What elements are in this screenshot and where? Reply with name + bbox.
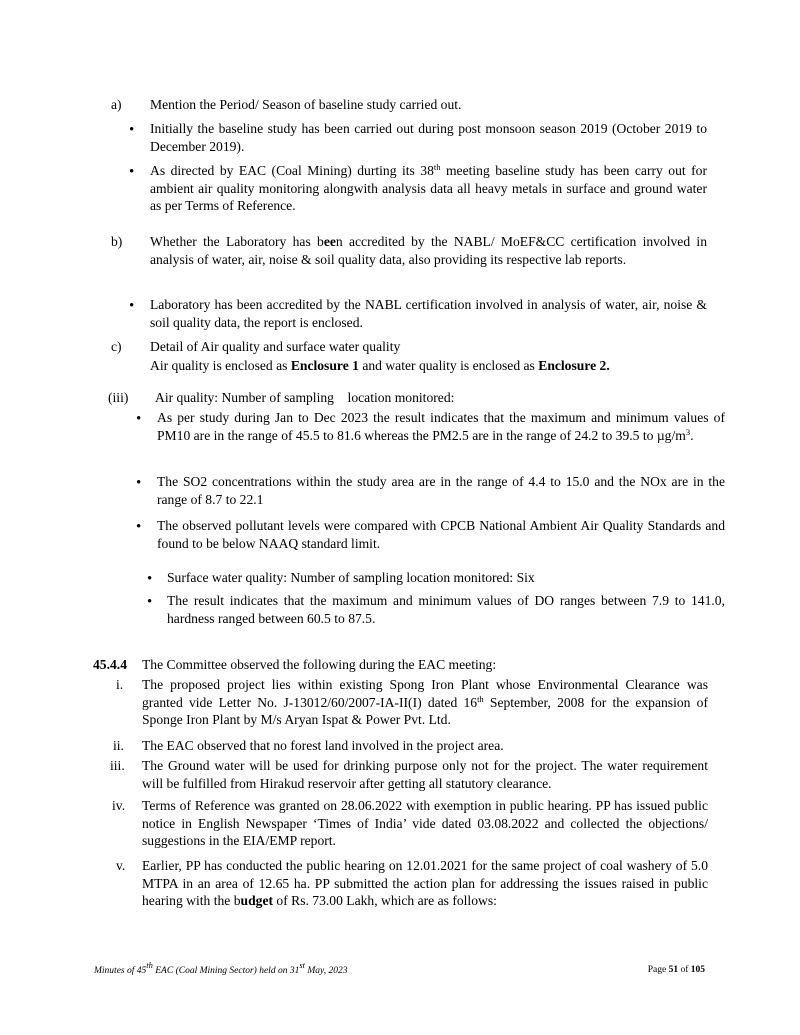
surface-water-result: The result indicates that the maximum and minimum values of DO ranges between 7.9 to 141.0, hardness ranged between 60.5 to 87.5. <box>167 593 725 626</box>
item-i-text-post: September, 2008 for the expansion of Sponge Iron Plant by M/s Aryan Ispat & Power Pvt. Ltd. <box>142 694 708 727</box>
section-b-label: b) <box>111 234 123 249</box>
bullet-icon <box>129 164 134 181</box>
footer-mid: EAC (Coal Mining Sector) held on 31 <box>152 966 300 976</box>
page-total: 105 <box>690 965 705 975</box>
section-a-bullet-2 <box>150 162 707 215</box>
section-b-text-bold: ee <box>323 234 336 249</box>
section-heading: The Committee observed the following during the EAC meeting: <box>142 657 497 672</box>
item-iv-text: Terms of Reference was granted on 28.06.2022 with exemption in public hearing. PP has issued public notice in English Newspaper ‘Times of India’ vide dated 03.08.2022 and collected the objections/ suggestions in the EIA/EMP report. <box>142 798 708 848</box>
section-c-label: c) <box>111 339 122 354</box>
item-iii-text: The Ground water will be used for drinking purpose only not for the project. The water requirement will be fulfilled from Hirakud reservoir after getting all statutory clearance. <box>142 758 708 791</box>
item-v-text-bold: udget <box>240 893 274 908</box>
enclosure-2: Enclosure 2. <box>538 358 610 373</box>
section-c-line-2-mid: and water quality is enclosed as <box>358 358 539 373</box>
surface-water-text: Surface water quality: Number of sampling location monitored: Six <box>167 570 535 585</box>
section-iii-bullet-3: The observed pollutant levels were compared with CPCB National Ambient Air Quality Standards and found to be below NAAQ standard limit. <box>157 518 725 551</box>
item-i-label: i. <box>116 677 124 692</box>
footer-pre: Minutes of 45 <box>94 966 147 976</box>
bullet-icon <box>136 519 141 536</box>
item-v-text <box>142 857 708 910</box>
footer-post: May, 2023 <box>305 966 348 976</box>
section-iii-bullet-1-pre: As per study during Jan to Dec 2023 the result indicates that the maximum and minimum values of PM10 are in the range of 45.5 to 81.6 whereas the PM2.5 are in the range of 24.2 to 39.5 to µg/m <box>157 410 725 443</box>
section-a-text: Mention the Period/ Season of baseline study carried out. <box>150 97 462 112</box>
section-b-text-pre: Whether the Laboratory has b <box>150 234 324 249</box>
section-iii-bullet-1-sup: 3 <box>685 426 691 437</box>
page-current: 51 <box>668 965 679 975</box>
section-iii-bullet-1 <box>157 409 725 444</box>
page-mid: of <box>678 965 691 975</box>
section-a-bullet-2-sup: th <box>433 162 441 172</box>
bullet-icon <box>136 411 141 428</box>
bullet-icon <box>129 122 134 139</box>
bullet-icon <box>147 571 152 588</box>
section-a-label: a) <box>111 97 122 112</box>
section-b-text-post: n accredited by the NABL/ MoEF&CC certification involved in analysis of water, air, noise & soil quality data, also providing its respective lab reports. <box>150 234 707 267</box>
page-number <box>648 965 705 975</box>
item-v-label: v. <box>116 858 126 873</box>
section-iii-label: (iii) <box>108 390 129 405</box>
section-b-text <box>150 233 707 268</box>
item-v-text-pre: Earlier, PP has conducted the public hearing on 12.01.2021 for the same project of coal washery of 5.0 MTPA in an area of 12.65 ha. PP submitted the action plan for addressing the issues raised in public hearing with the b <box>142 858 708 908</box>
section-iii-bullet-2: The SO2 concentrations within the study area are in the range of 4.4 to 15.0 and the NOx are in the range of 8.7 to 22.1 <box>157 474 725 507</box>
section-a-bullet-2-pre: As directed by EAC (Coal Mining) durting its 38 <box>150 163 434 178</box>
section-c-line-2-pre: Air quality is enclosed as <box>150 358 291 373</box>
section-iii-bullet-1-post: . <box>690 427 694 443</box>
bullet-icon <box>136 475 141 492</box>
footer-sup-2: st <box>299 960 305 970</box>
section-iii-text: Air quality: Number of sampling location monitored: <box>155 390 455 405</box>
item-ii-label: ii. <box>113 738 124 753</box>
section-number: 45.4.4 <box>93 657 127 672</box>
page-footer <box>94 960 348 976</box>
section-a-bullet-2-post: meeting baseline study has been carry out for ambient air quality monitoring alongwith analysis data all heavy metals in surface and ground water as per Terms of Reference. <box>150 163 707 213</box>
item-iv-label: iv. <box>112 798 126 813</box>
page-pre: Page <box>647 965 669 975</box>
section-c-text: Detail of Air quality and surface water quality <box>150 339 401 354</box>
item-i-text <box>142 676 708 729</box>
section-a-bullet-1: Initially the baseline study has been carried out during post monsoon season 2019 (October 2019 to December 2019). <box>150 121 707 154</box>
bullet-icon <box>129 298 134 315</box>
item-i-text-sup: th <box>477 693 484 704</box>
bullet-icon <box>147 594 152 611</box>
item-i-text-pre: The proposed project lies within existing Spong Iron Plant whose Environmental Clearance was granted vide Letter No. J-13012/60/2007-IA-II(I) dated 16 <box>142 677 708 710</box>
section-c-line-2 <box>150 357 610 374</box>
item-v-text-post: of Rs. 73.00 Lakh, which are as follows: <box>273 893 497 908</box>
item-iii-label: iii. <box>110 758 125 773</box>
enclosure-1: Enclosure 1 <box>290 358 359 373</box>
section-b-bullet-1: Laboratory has been accredited by the NABL certification involved in analysis of water, air, noise & soil quality data, the report is enclosed. <box>150 297 707 330</box>
item-ii-text: The EAC observed that no forest land involved in the project area. <box>142 738 504 753</box>
footer-sup-1: th <box>146 960 153 970</box>
